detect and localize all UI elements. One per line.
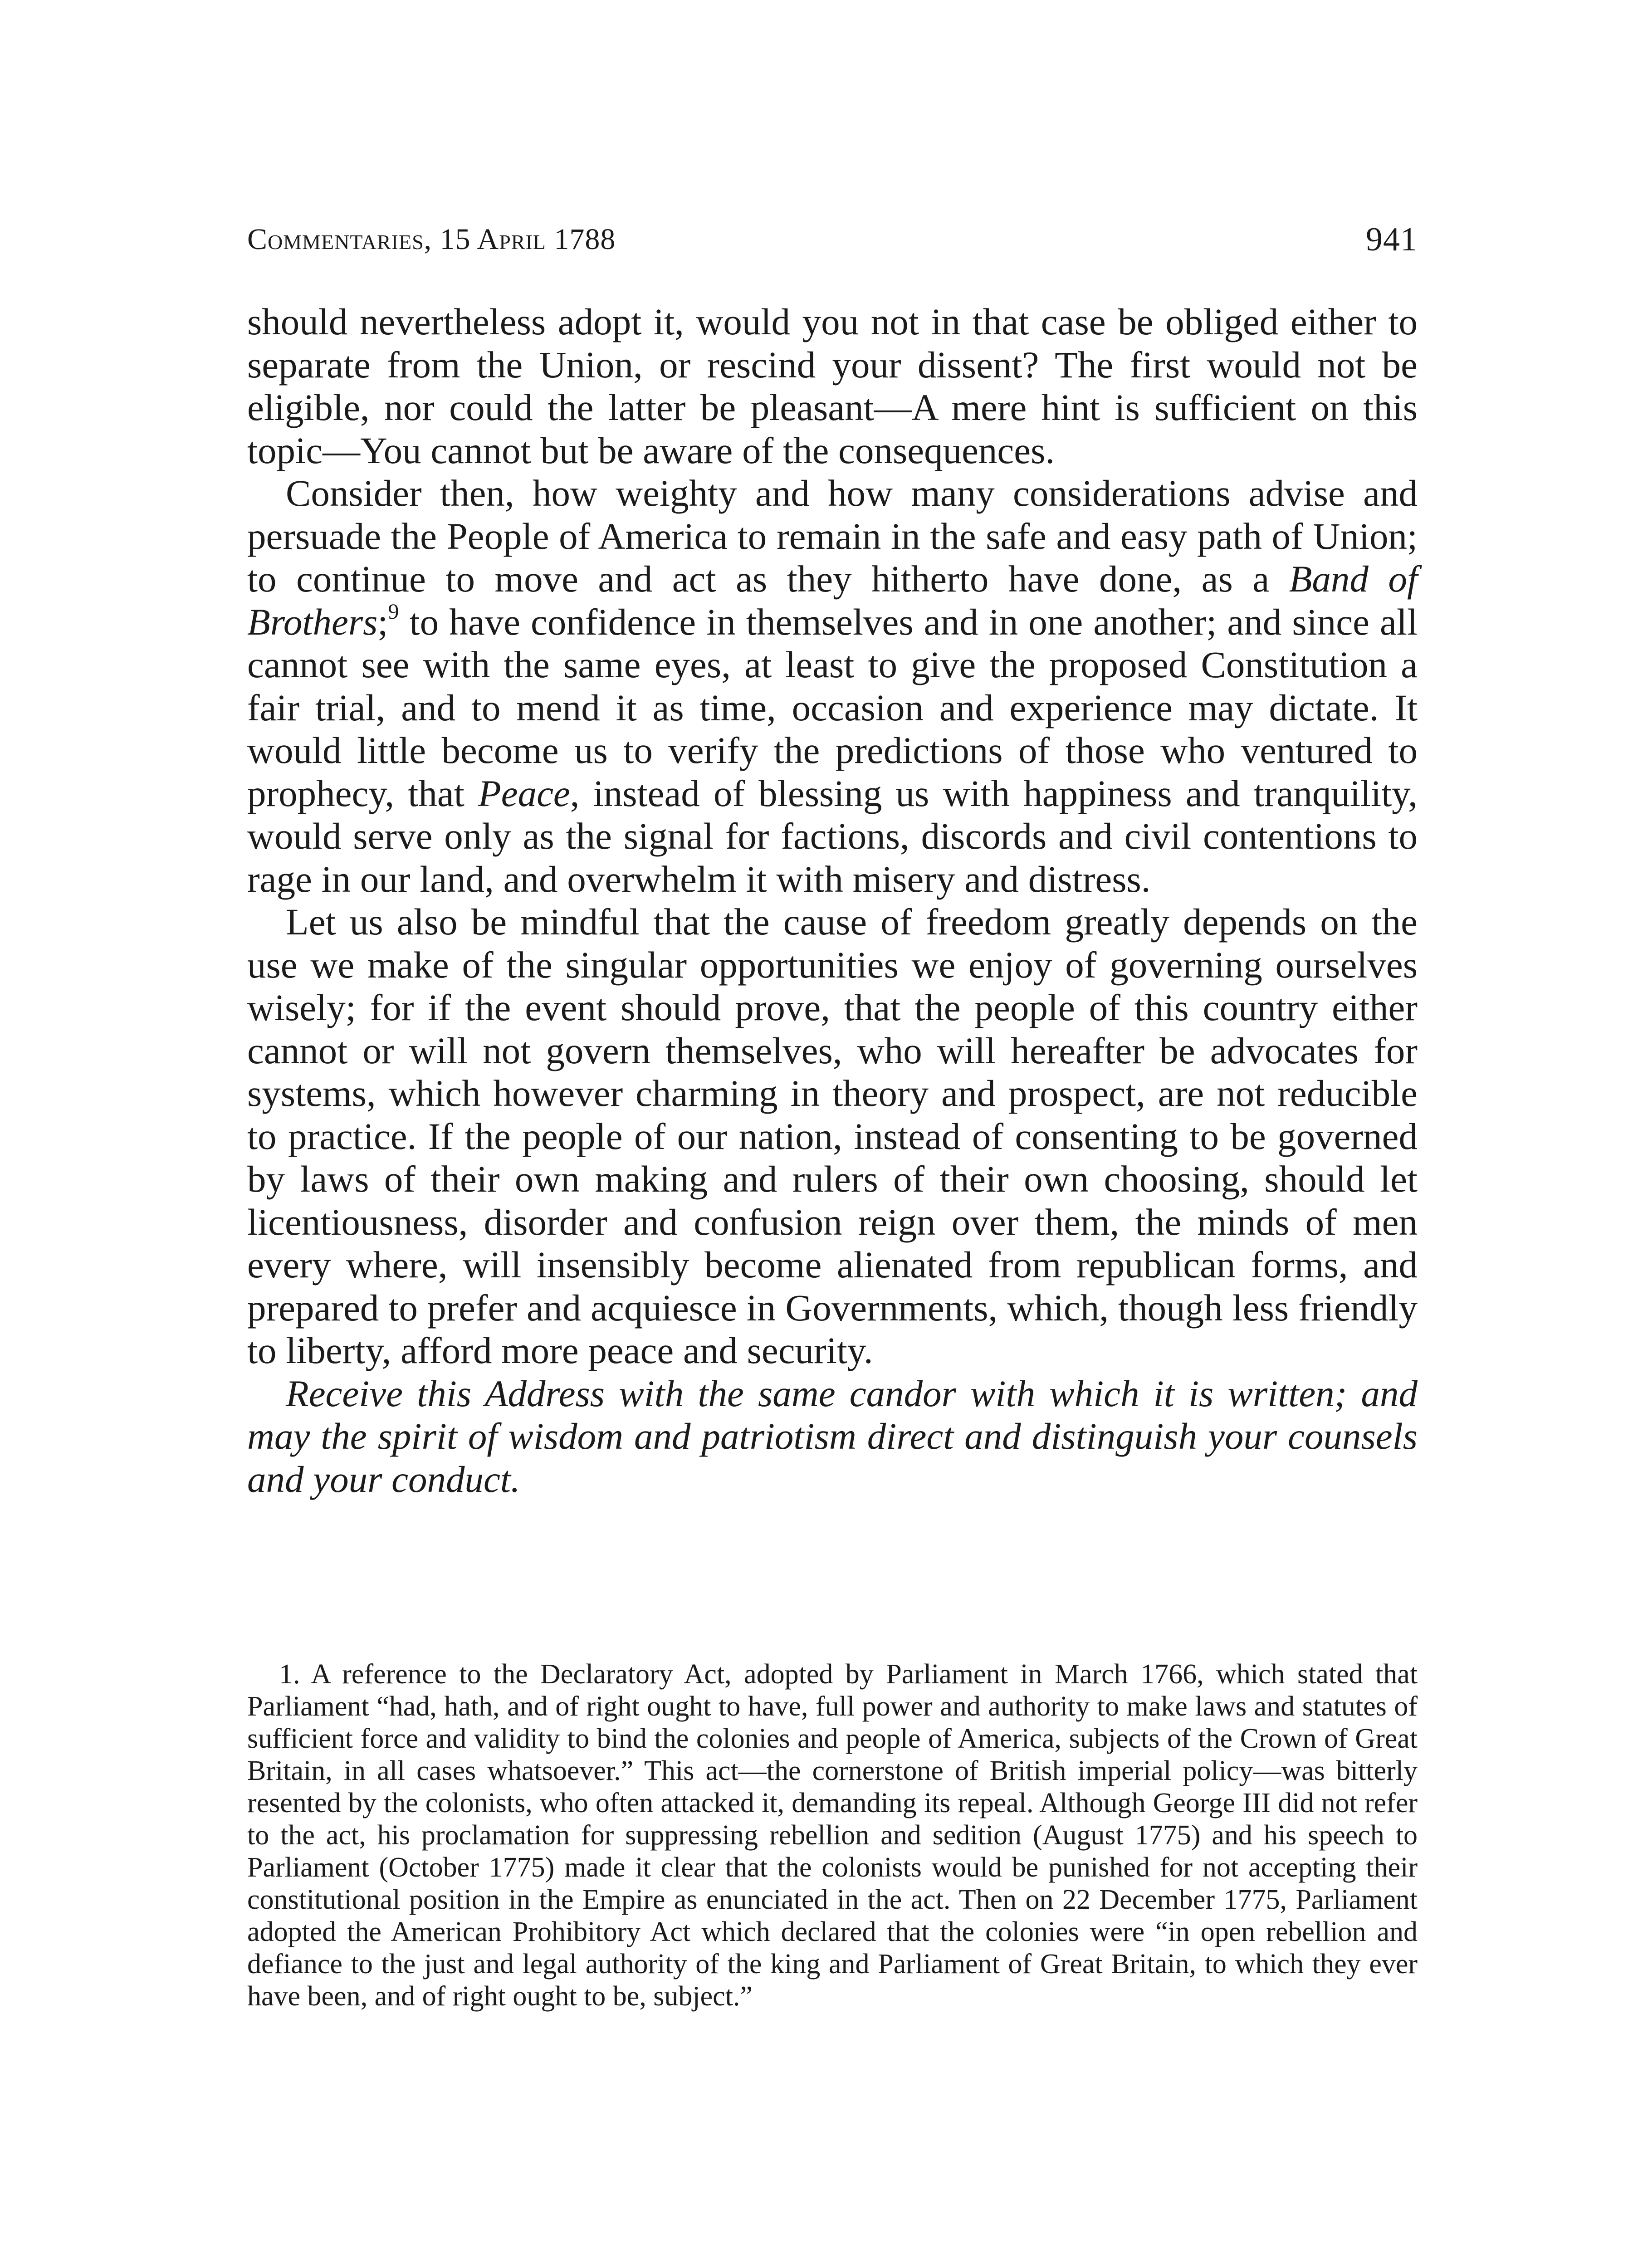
- paragraph-freedom: Let us also be mindful that the cause of freedom greatly depends on the use we make of the singular opportunities we enjoy of governing ourselves wisely; for if the event should prove, that the people of this country either cannot or will not govern themselves, who will hereafter be advocates for systems, which however charming in theory and prospect, are not reducible to practice. If the people of our nation, instead of consenting to be governed by laws of their own making and rulers of their own choosing, should let licentiousness, disorder and confusion reign over them, the minds of men every where, will insensibly become alienated from republican forms, and prepared to prefer and acquiesce in Governments, which, though less friendly to liberty, afford more peace and security.: [247, 901, 1418, 1371]
- paragraph-text: Consider then, how weighty and how many considerations advise and persuade the People of America to remain in the safe and easy path of Union; to continue to move and act as they hitherto have done, as a: [247, 472, 1418, 600]
- footnotes: [247, 1658, 1418, 2013]
- punctuation: ;: [377, 601, 388, 643]
- emphasis-band-of-brothers: Band of Brothers: [247, 558, 1418, 643]
- paragraph-text: , instead of blessing us with happiness and tranquility, would serve only as the signal for factions, discords and civil contentions to rage in our land, and overwhelm it with misery and distress.: [247, 772, 1418, 900]
- page-number: 941: [1366, 221, 1418, 258]
- running-head-title: Commentaries, 15 April 1788: [247, 223, 616, 256]
- body-text: [247, 300, 1418, 1501]
- footnote-ref: 9: [388, 599, 399, 624]
- paragraph-continued: should nevertheless adopt it, would you not in that case be obliged either to separate from the Union, or rescind your dissent? The first would not be eligible, nor could the latter be pleasant—A mere hint is sufficient on this topic—You cannot but be aware of the consequences.: [247, 301, 1418, 471]
- paragraph-band-of-brothers: [247, 472, 1418, 900]
- emphasis-peace: Peace: [478, 772, 570, 814]
- closing-italic: Receive this Address with the same candor with which it is written; and may the spirit of wisdom and patriotism direct and distinguish your counsels and your conduct.: [247, 1372, 1418, 1500]
- running-head: [247, 217, 1418, 267]
- footnote-1: 1. A reference to the Declaratory Act, adopted by Parliament in March 1766, which stated that Parliament “had, hath, and of right ought to have, full power and authority to make laws and statutes of sufficient force and validity to bind the colonies and people of America, subjects of the Crown of Great Britain, in all cases whatsoever.” This act—the cornerstone of British imperial policy—was bitterly resented by the colonists, who often attacked it, demanding its repeal. Although George III did not refer to the act, his proclamation for suppressing rebellion and sedition (August 1775) and his speech to Parliament (October 1775) made it clear that the colonists would be punished for not accepting their constitutional position in the Empire as enunciated in the act. Then on 22 December 1775, Parliament adopted the American Prohibitory Act which declared that the colonies were “in open rebellion and defiance to the just and legal authority of the king and Parliament of Great Britain, to which they ever have been, and of right ought to be, subject.”: [247, 1659, 1418, 2012]
- paragraph-text: to have confidence in themselves and in one another; and since all cannot see with the same eyes, at least to give the proposed Constitution a fair trial, and to mend it as time, occasion and experience may dictate. It would little become us to verify the predictions of those who ventured to prophecy, that: [247, 601, 1418, 814]
